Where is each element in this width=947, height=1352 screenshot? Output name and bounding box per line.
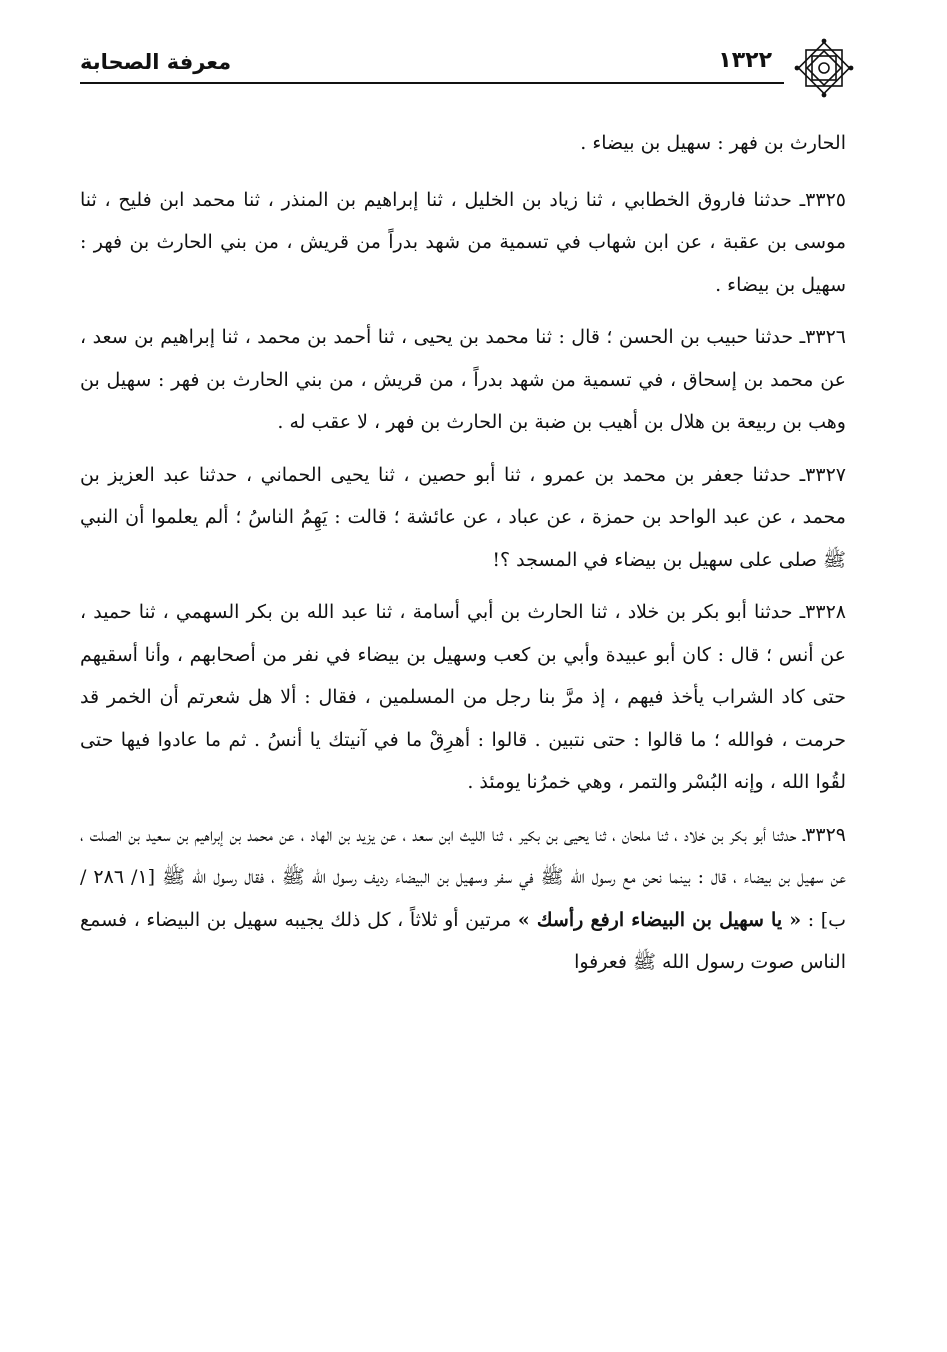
hadith-paragraph bbox=[80, 814, 846, 984]
hadith-number: ٣٣٢٨ bbox=[805, 601, 846, 623]
book-title: معرفة الصحابة bbox=[80, 50, 232, 74]
hadith-paragraph bbox=[80, 591, 846, 804]
paragraph-text: ـ حدثنا حبيب بن الحسن ؛ قال : ثنا محمد بن يحيى ، ثنا أحمد بن محمد ، ثنا إبراهيم بن سعد ، عن محمد بن إسحاق ، في تسمية من شهد بدراً ، من قريش ، من بني الحارث بن فهر : سهيل بن وهب بن ربيعة بن هلال بن أهيب بن ضبة بن الحارث بن فهر ، لا عقب له . bbox=[80, 326, 846, 433]
hadith-number: ٣٣٢٥ bbox=[805, 188, 846, 211]
star-rosette-ornament-icon bbox=[794, 38, 854, 98]
hadith-number: ٣٣٢٧ bbox=[805, 463, 846, 486]
page-number: ١٣٢٢ bbox=[718, 48, 772, 73]
paragraph-text: ـ حدثنا أبو بكر بن خلاد ، ثنا ملحان ، ثنا يحيى بن بكير ، ثنا الليث ابن سعد ، عن يزيد بن الهاد ، عن محمد بن إبراهيم بن سعيد بن الصلت ، عن سهيل بن بيضاء ، قال : بينما نحن مع رسول الله ﷺ في سفر وسهيل بن البيضاء رديف رسول الله ﷺ ، فقال رسول الله ﷺ [١/ ٢٨٦ / ب] : bbox=[80, 823, 847, 931]
paragraph-text: الحارث بن فهر : سهيل بن بيضاء . bbox=[580, 132, 846, 154]
paragraph-text: ـ حدثنا فاروق الخطابي ، ثنا زياد بن الخليل ، ثنا إبراهيم بن المنذر ، ثنا محمد ابن فليح ، ثنا موسى بن عقبة ، عن ابن شهاب في تسمية من شهد بدراً من قريش ، من بني الحارث بن فهر : سهيل بن بيضاء . bbox=[80, 188, 846, 296]
page-header bbox=[80, 38, 846, 94]
prophet-quote: « يا سهيل بن البيضاء ارفع رأسك » bbox=[517, 908, 802, 931]
hadith-number: ٣٣٢٩ bbox=[805, 823, 846, 846]
header-rule bbox=[80, 82, 784, 84]
hadith-paragraph bbox=[80, 316, 846, 444]
paragraph-text: مرتين أو ثلاثاً ، كل ذلك يجيبه سهيل بن البيضاء ، فسمع الناس صوت رسول الله ﷺ فعرفوا bbox=[80, 908, 846, 973]
hadith-paragraph bbox=[80, 179, 846, 307]
paragraph-text: ـ حدثنا أبو بكر بن خلاد ، ثنا الحارث بن أبي أسامة ، ثنا عبد الله بن بكر السهمي ، ثنا حميد ، عن أنس ؛ قال : كان أبو عبيدة وأبي بن كعب وسهيل بن بيضاء في نفر من أصحابهم ، وأنا أسقيهم حتى كاد الشراب يأخذ فيهم ، إذ مرَّ بنا رجل من المسلمين ، فقال : ألا هل شعرتم أن الخمر قد حرمت ، فوالله ؛ ما قالوا : حتى نتبين . قالوا : أهرِقْ ما في آنيتك يا أنسُ . ثم ما عادوا فيها حتى لقُوا الله ، وإنه البُسْر والتمر ، وهي خمرُنا يومئذ . bbox=[80, 601, 846, 793]
hadith-number: ٣٣٢٦ bbox=[805, 326, 846, 348]
page-body bbox=[80, 122, 846, 994]
hadith-paragraph bbox=[80, 454, 846, 582]
paragraph-text: ـ حدثنا جعفر بن محمد بن عمرو ، ثنا أبو حصين ، ثنا يحيى الحماني ، حدثنا عبد العزيز بن محمد ، عن عبد الواحد بن حمزة ، عن عباد ، عن عائشة ؛ قالت : يَهِمُ الناسُ ؛ ألم يعلموا أن النبي ﷺ صلى على سهيل بن بيضاء في المسجد ؟! bbox=[80, 463, 846, 571]
paragraph-continuation bbox=[80, 122, 846, 165]
